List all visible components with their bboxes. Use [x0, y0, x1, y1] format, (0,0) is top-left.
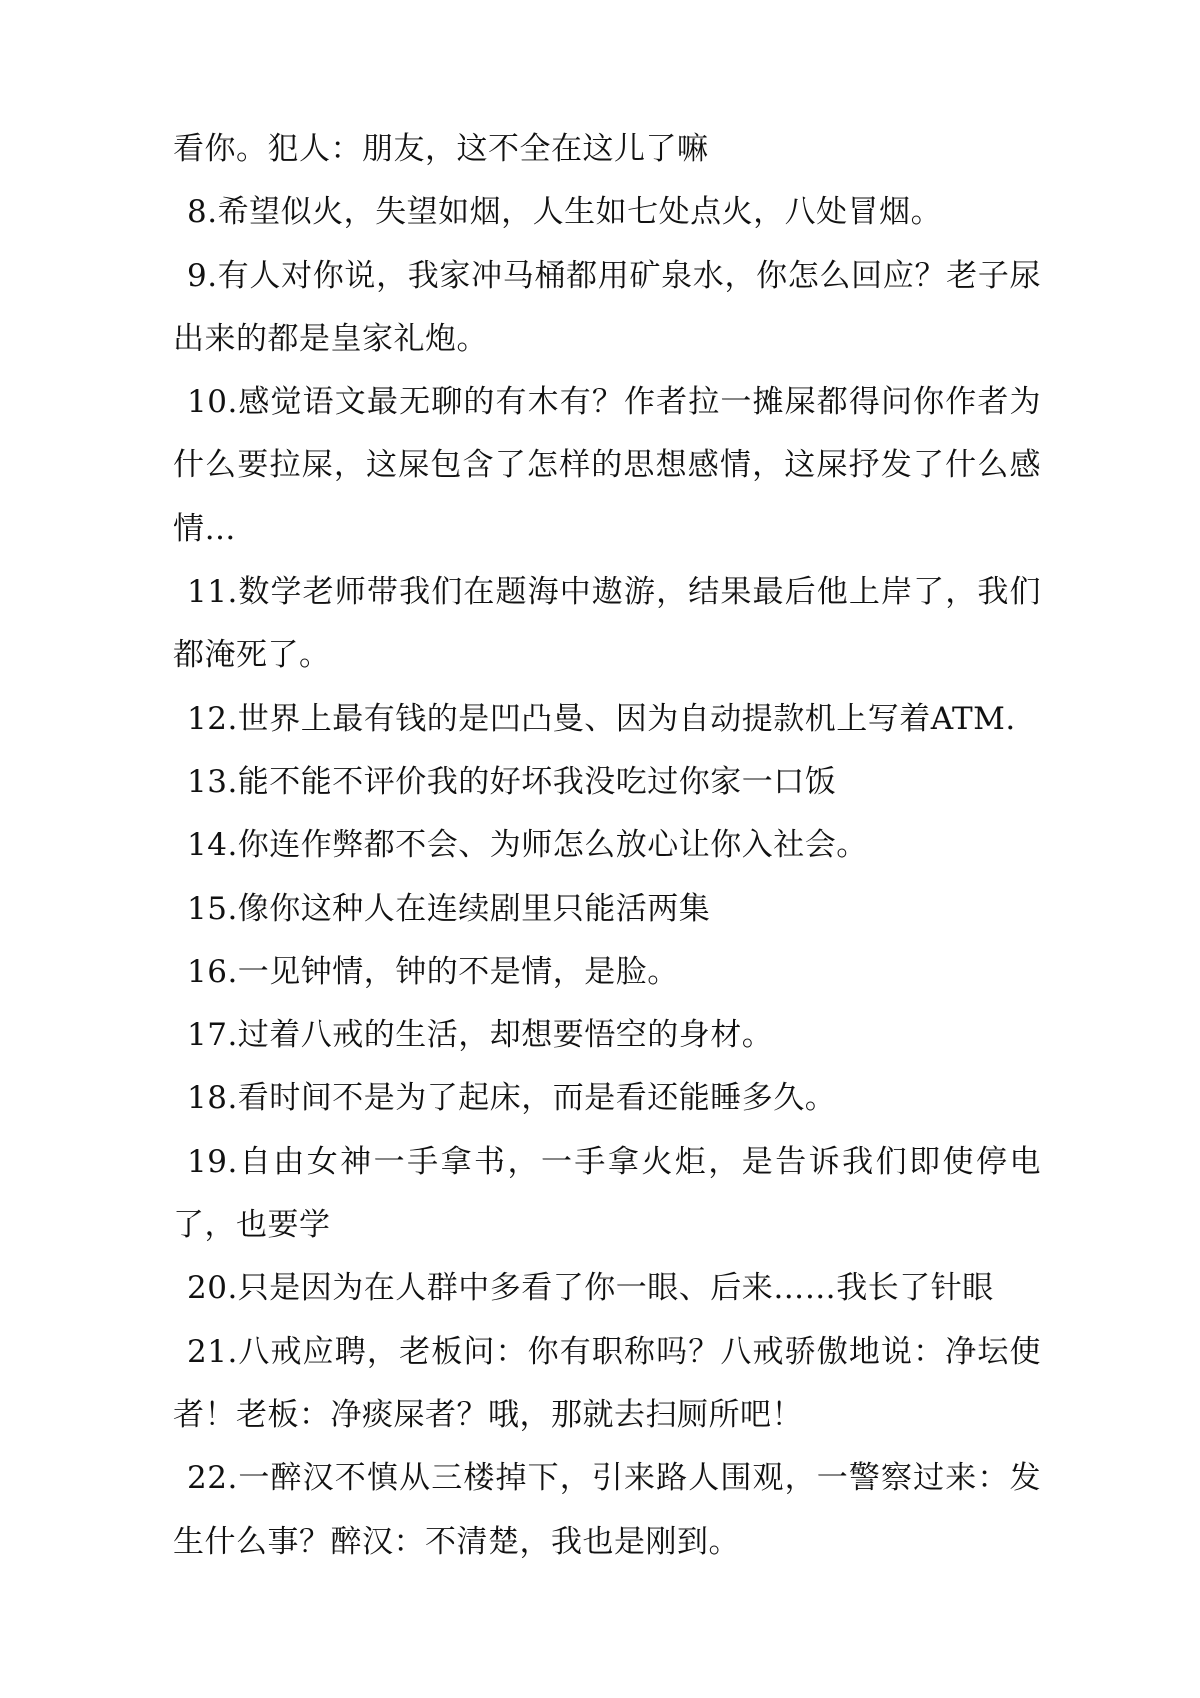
paragraph-15: 15.像你这种人在连续剧里只能活两集	[187, 890, 711, 927]
paragraph-17: 17.过着八戒的生活，却想要悟空的身材。	[187, 1017, 774, 1054]
paragraph-9: 9.有人对你说，我家冲马桶都用矿泉水，你怎么回应？老子尿出来的都是皇家礼炮。	[173, 257, 1041, 357]
paragraph-8: 8.希望似火，失望如烟，人生如七处点火，八处冒烟。	[187, 194, 943, 231]
paragraph-21: 21.八戒应聘，老板问：你有职称吗？八戒骄傲地说：净坛使者！老板：净痰屎者？哦，那就去扫厕所吧！	[173, 1333, 1041, 1433]
paragraph-20: 20.只是因为在人群中多看了你一眼、后来……我长了针眼	[187, 1270, 994, 1307]
paragraph-10: 10.感觉语文最无聊的有木有？作者拉一摊屎都得问你作者为什么要拉屎，这屎包含了怎样的思想感情，这屎抒发了什么感情…	[173, 384, 1041, 547]
paragraph-22: 22.一醉汉不慎从三楼掉下，引来路人围观，一警察过来：发生什么事？醉汉：不清楚，我也是刚到。	[173, 1460, 1041, 1560]
paragraph-13: 13.能不能不评价我的好坏我没吃过你家一口饭	[187, 763, 837, 800]
paragraph-19: 19.自由女神一手拿书，一手拿火炬，是告诉我们即使停电了，也要学	[173, 1143, 1041, 1244]
paragraph-16: 16.一见钟情，钟的不是情，是脸。	[187, 953, 679, 990]
paragraph-11: 11.数学老师带我们在题海中遨游，结果最后他上岸了，我们都淹死了。	[173, 574, 1041, 674]
paragraph-7-continued: 看你。犯人：朋友，这不全在这儿了嘛	[173, 131, 709, 167]
paragraph-14: 14.你连作弊都不会、为师怎么放心让你入社会。	[187, 827, 868, 864]
document-body	[173, 118, 1041, 1574]
paragraph-12: 12.世界上最有钱的是凹凸曼、因为自动提款机上写着ATM.	[187, 700, 1016, 737]
paragraph-18: 18.看时间不是为了起床，而是看还能睡多久。	[187, 1080, 837, 1117]
